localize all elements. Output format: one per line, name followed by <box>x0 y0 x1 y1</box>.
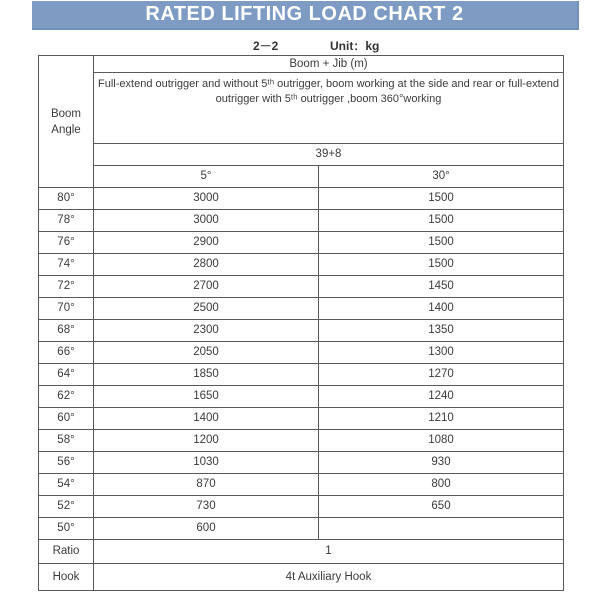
table-row <box>39 342 564 364</box>
load-5deg-cell: 2900 <box>94 232 319 254</box>
condition-cell <box>94 73 564 144</box>
table-row <box>39 430 564 452</box>
boom-angle-cell: 62° <box>39 386 94 408</box>
table-row <box>39 320 564 342</box>
load-5deg-cell: 2700 <box>94 276 319 298</box>
unit-label: Unit：kg <box>330 39 380 53</box>
table-row <box>39 210 564 232</box>
load-30deg-cell: 930 <box>319 452 564 474</box>
boom-jib-row <box>39 56 564 73</box>
boom-angle-cell: 52° <box>39 496 94 518</box>
load-5deg-cell: 1200 <box>94 430 319 452</box>
table-row <box>39 518 564 540</box>
title-banner <box>32 1 579 30</box>
boom-angle-cell: 60° <box>39 408 94 430</box>
table-row <box>39 276 564 298</box>
table-row <box>39 232 564 254</box>
col-header-30deg: 30° <box>319 166 564 188</box>
load-5deg-cell: 2800 <box>94 254 319 276</box>
boom-angle-cell: 74° <box>39 254 94 276</box>
config-cell: 39+8 <box>94 144 564 166</box>
ratio-label: Ratio <box>39 540 94 564</box>
table-row <box>39 254 564 276</box>
load-30deg-cell: 1400 <box>319 298 564 320</box>
load-30deg-cell: 1450 <box>319 276 564 298</box>
load-5deg-cell: 1030 <box>94 452 319 474</box>
boom-angle-cell: 66° <box>39 342 94 364</box>
hook-row <box>39 564 564 591</box>
subtitle-row <box>0 37 600 53</box>
table-row <box>39 386 564 408</box>
load-30deg-cell: 1500 <box>319 210 564 232</box>
load-30deg-cell: 1300 <box>319 342 564 364</box>
boom-angle-cell: 50° <box>39 518 94 540</box>
load-5deg-cell: 3000 <box>94 188 319 210</box>
table-row <box>39 408 564 430</box>
boom-angle-cell: 64° <box>39 364 94 386</box>
table-row <box>39 474 564 496</box>
load-5deg-cell: 870 <box>94 474 319 496</box>
load-5deg-cell: 1400 <box>94 408 319 430</box>
condition-line-2: outrigger with 5ᵗʰ outrigger ,boom 360°working <box>215 93 442 105</box>
boom-angle-cell: 72° <box>39 276 94 298</box>
load-5deg-cell: 2500 <box>94 298 319 320</box>
table-row <box>39 188 564 210</box>
table-row <box>39 496 564 518</box>
load-30deg-cell: 1500 <box>319 232 564 254</box>
load-30deg-cell: 1350 <box>319 320 564 342</box>
boom-angle-cell: 54° <box>39 474 94 496</box>
boom-angle-cell: 76° <box>39 232 94 254</box>
boom-angle-header: Boom Angle <box>39 56 94 188</box>
load-30deg-cell: 1210 <box>319 408 564 430</box>
table-row <box>39 364 564 386</box>
ratio-row <box>39 540 564 564</box>
boom-angle-cell: 70° <box>39 298 94 320</box>
load-30deg-cell: 1270 <box>319 364 564 386</box>
load-5deg-cell: 2050 <box>94 342 319 364</box>
boom-angle-cell: 80° <box>39 188 94 210</box>
load-30deg-cell: 1500 <box>319 188 564 210</box>
load-5deg-cell: 1650 <box>94 386 319 408</box>
condition-row <box>39 73 564 144</box>
boom-angle-cell: 56° <box>39 452 94 474</box>
page-title: RATED LIFTING LOAD CHART 2 <box>145 3 464 25</box>
load-5deg-cell: 600 <box>94 518 319 540</box>
boom-jib-header: Boom + Jib (m) <box>94 56 564 73</box>
load-5deg-cell: 1850 <box>94 364 319 386</box>
condition-line-1: Full-extend outrigger and without 5ᵗʰ outrigger, boom working at the side and rear or full-extend <box>98 78 559 90</box>
column-header-row <box>39 166 564 188</box>
hook-label: Hook <box>39 564 94 591</box>
boom-angle-cell: 58° <box>39 430 94 452</box>
load-30deg-cell: 1080 <box>319 430 564 452</box>
load-30deg-cell: 650 <box>319 496 564 518</box>
rated-load-table <box>38 55 564 591</box>
table-row <box>39 452 564 474</box>
load-30deg-cell: 1500 <box>319 254 564 276</box>
load-5deg-cell: 3000 <box>94 210 319 232</box>
load-30deg-cell <box>319 518 564 540</box>
load-30deg-cell: 1240 <box>319 386 564 408</box>
load-5deg-cell: 2300 <box>94 320 319 342</box>
section-number: 2－2 <box>253 39 279 53</box>
load-30deg-cell: 800 <box>319 474 564 496</box>
col-header-5deg: 5° <box>94 166 319 188</box>
boom-angle-cell: 68° <box>39 320 94 342</box>
load-5deg-cell: 730 <box>94 496 319 518</box>
hook-value: 4t Auxiliary Hook <box>94 564 564 591</box>
ratio-value: 1 <box>94 540 564 564</box>
table-row <box>39 298 564 320</box>
boom-angle-cell: 78° <box>39 210 94 232</box>
config-row <box>39 144 564 166</box>
